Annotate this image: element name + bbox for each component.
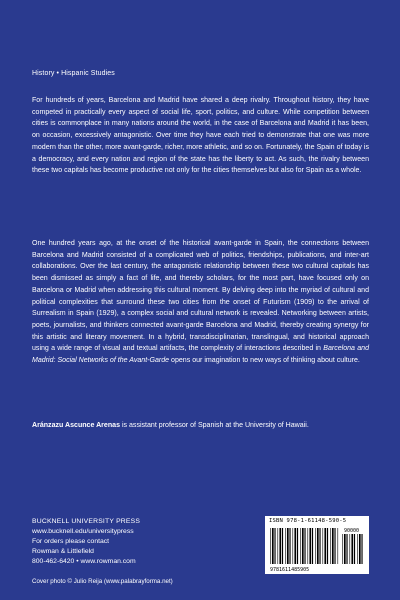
author-bio <box>32 420 369 432</box>
description-paragraph-1: For hundreds of years, Barcelona and Madrid have shared a deep rivalry. Throughout history, they have competed in practically every aspect of social life, sport, politics, and culture. While competition between cities is commonplace in many nations around the world, in the case of Barcelona and Madrid it has been, on occasion, excessively antagonistic. Over time they have each tried to demonstrate that one was more modern than the other, more avant-garde, richer, more athletic, and so on. Fortunately, the Spain of today is a democracy, and every nation and region of the state has the liberty to act. As such, the rivalry between these two capitals has become productive not only for the cities themselves but also for Spain as a whole. <box>32 97 369 175</box>
barcode-price-code: 90000 <box>344 528 360 534</box>
category-label: History • Hispanic Studies <box>32 70 115 77</box>
publisher-block <box>32 517 140 567</box>
distributor-contact: 800-462-6420 • www.rowman.com <box>32 558 136 565</box>
author-name: Aránzazu Ascunce Arenas <box>32 422 120 429</box>
author-bio-text: is assistant professor of Spanish at the University of Hawaii. <box>120 422 309 429</box>
isbn-label: ISBN 978-1-61148-590-5 <box>269 518 347 524</box>
barcode-box <box>265 516 369 574</box>
description-paragraph-2 <box>32 238 369 367</box>
book-title-italic: Barcelona and Madrid: Social Networks of the Avant-Garde <box>32 345 369 365</box>
paragraph-2-text-start: One hundred years ago, at the onset of the historical avant-garde in Spain, the connections between Barcelona and Madrid consisted of a complicated web of politics, friendships, publications, and inter-art collaborations. Over the last century, the antagonistic relationship between these two cultural capitals has been dismissed as simply a fact of life, and thereby scholars, for the most part, have focused only on Barcelona or Madrid when addressing this cultural moment. By delving deep into the myriad of cultural and political complexities that surround these two cities from the onset of Futurism (1909) to the arrival of Surrealism in Spain (1929), a complex social and cultural network is revealed. Networking between artists, poets, journalists, and thinkers connected avant-garde Barcelona and Madrid, thereby creating synergy for this artistic and literary movement. In a hybrid, transdisciplinarian, translingual, and historical approach using a wide range of visual and textual artifacts, the complexity of interactions described in <box>32 240 369 353</box>
publisher-name: BUCKNELL UNIVERSITY PRESS <box>32 518 141 525</box>
barcode-icon <box>268 526 366 572</box>
distributor-name: Rowman & Littlefield <box>32 548 94 555</box>
publisher-url: www.bucknell.edu/universitypress <box>32 528 134 535</box>
barcode-number: 9781611485905 <box>270 567 310 572</box>
cover-photo-credit: Cover photo © Julio Reija (www.palabrayforma.net) <box>32 578 173 585</box>
orders-line: For orders please contact <box>32 538 110 545</box>
paragraph-2-text-end: opens our imagination to new ways of thinking about culture. <box>169 357 360 365</box>
